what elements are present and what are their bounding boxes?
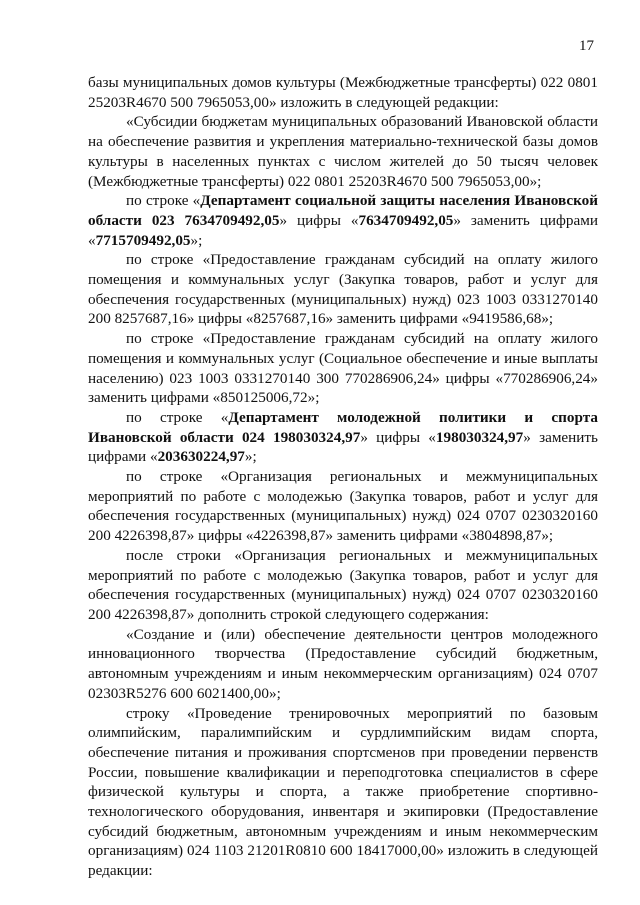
paragraph	[88, 546, 598, 625]
bold-text-run: 7715709492,05	[95, 231, 191, 249]
text-run: базы муниципальных домов культуры (Межбюджетные трансферты) 022 0801 25203R4670 500 7965053,00» изложить в следующей редакции:	[88, 74, 598, 111]
text-run: «Создание и (или) обеспечение деятельности центров молодежного инновационного творчества (Предоставление субсидий бюджетным, автономным учреждениям и иным некоммерческим организациям) 024 0707 02303R5276 600 6021400,00»;	[88, 625, 598, 702]
paragraph	[88, 704, 598, 881]
bold-text-run: 198030324,97	[435, 428, 524, 446]
paragraph	[88, 467, 598, 546]
bold-text-run: 7634709492,05	[358, 211, 454, 229]
text-run: по строке «Организация региональных и межмуниципальных мероприятий по работе с молодежью (Закупка товаров, работ и услуг для обеспечения государственных (муниципальных) нужд) 024 0707 0230320160 200 4226398,87» цифры «4226398,87» заменить цифрами «3804898,87»;	[88, 468, 598, 545]
paragraph	[88, 73, 598, 112]
bold-text-run: Департамент социальной защиты населения Ивановской области 023 7634709492,05	[88, 192, 599, 229]
paragraph	[88, 625, 598, 704]
paragraph	[88, 250, 598, 329]
text-run: » заменить цифрами «	[88, 428, 598, 466]
paragraph	[88, 408, 598, 467]
text-run: по строке «	[126, 408, 229, 426]
text-run: после строки «Организация региональных и межмуниципальных мероприятий по работе с молодежью (Закупка товаров, работ и услуг для обеспечения государственных (муниципальных) нужд) 024 0707 0230320160 200 4226398,87» дополнить строкой следующего содержания:	[88, 546, 598, 623]
bold-text-run: Департамент молодежной политики и спорта Ивановской области 024 198030324,97	[88, 408, 598, 446]
text-run: по строке «Предоставление гражданам субсидий на оплату жилого помещения и коммунальных услуг (Социальное обеспечение и иные выплаты населению) 023 1003 0331270140 300 770286906,24» цифры «770286906,24» заменить цифрами «850125006,72»;	[88, 330, 598, 407]
paragraph	[88, 112, 598, 191]
paragraph	[88, 191, 598, 250]
paragraph	[88, 329, 598, 408]
text-run: » цифры «	[360, 428, 436, 446]
text-run: »;	[244, 448, 257, 466]
text-run: » заменить цифрами «	[88, 211, 598, 249]
text-run: » цифры «	[279, 211, 359, 229]
bold-text-run: 203630224,97	[157, 448, 245, 466]
text-run: по строке «Предоставление гражданам субсидий на оплату жилого помещения и коммунальных услуг (Закупка товаров, работ и услуг для обеспечения государственных (муниципальных) нужд) 023 1003 0331270140 200 8257687,16» цифры «8257687,16» заменить цифрами «9419586,68»;	[88, 251, 598, 328]
text-run: «Субсидии бюджетам муниципальных образований Ивановской области на обеспечение развития и укрепления материально-технической базы домов культуры в населенных пунктах с числом жителей до 50 тысяч человек (Межбюджетные трансферты) 022 0801 25203R4670 500 7965053,00»;	[88, 113, 598, 190]
text-run: »;	[190, 231, 203, 249]
page-number: 17	[579, 38, 594, 54]
document-body	[88, 73, 598, 881]
text-run: строку «Проведение тренировочных мероприятий по базовым олимпийским, паралимпийским и сурдлимпийским видам спорта, обеспечение питания и проживания спортсменов при проведении первенств России, повышение квалификации и переподготовка специалистов в сфере физической культуры и спорта, а также приобретение спортивно-технологического оборудования, инвентаря и экипировки (Предоставление субсидий бюджетным, автономным учреждениям и иным некоммерческим организациям) 024 1103 21201R0810 600 18417000,00» изложить в следующей редакции:	[88, 704, 598, 880]
text-run: по строке «	[126, 192, 201, 210]
